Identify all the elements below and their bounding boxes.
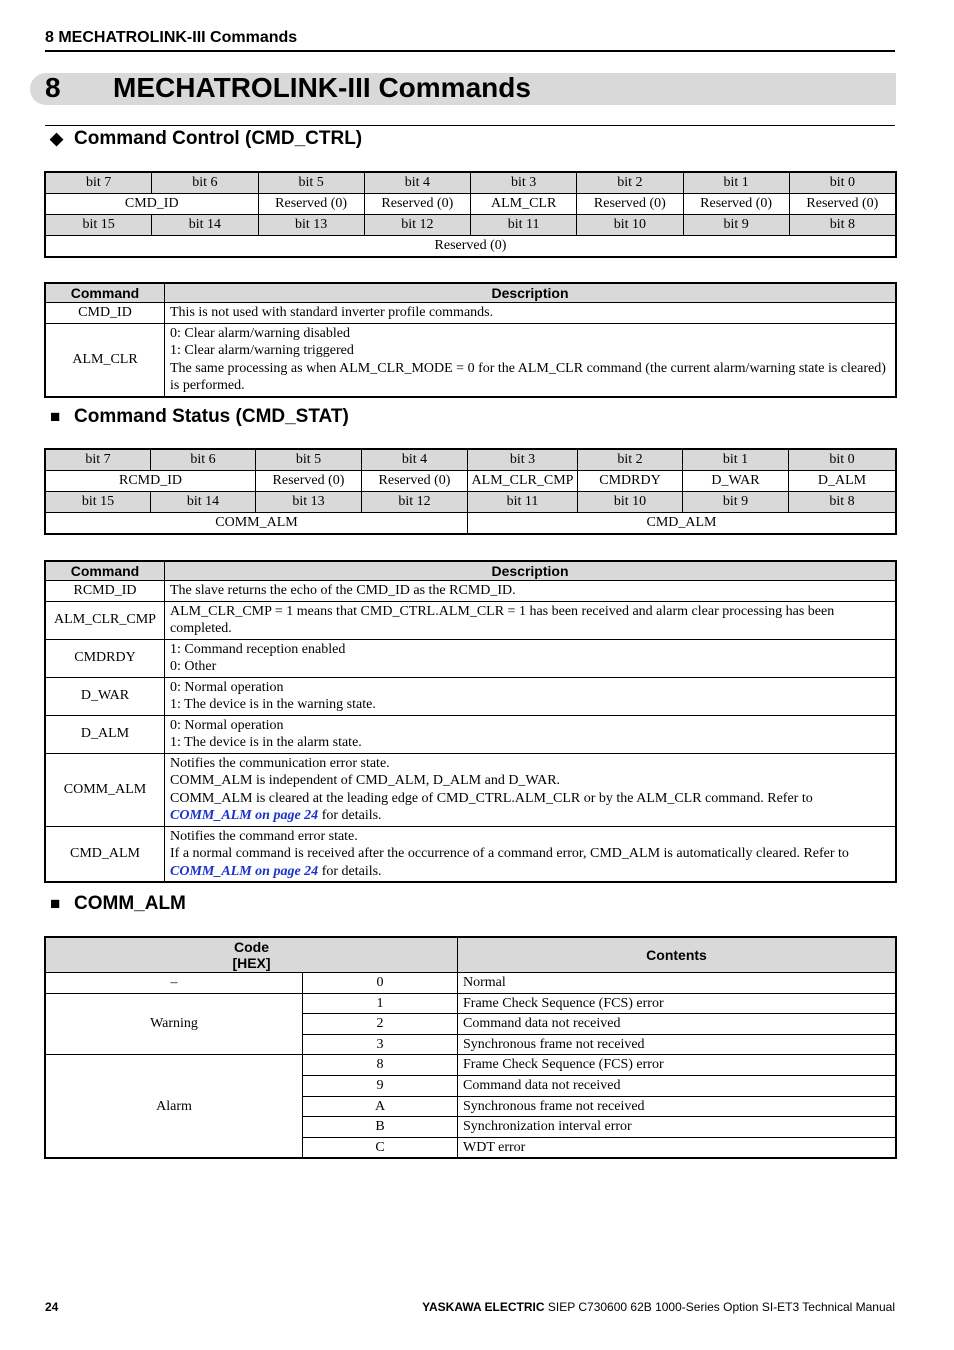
command-cell: ALM_CLR [46, 323, 165, 396]
description-cell [165, 639, 896, 677]
field-cell: Reserved (0) [577, 194, 683, 215]
bit-cell: bit 14 [152, 215, 258, 236]
diamond-bullet-icon: ◆ [50, 129, 64, 148]
code-cell: 1 [303, 993, 458, 1014]
contents-cell: Synchronous frame not received [458, 1096, 896, 1117]
running-head: 8 MECHATROLINK-III Commands [45, 29, 895, 52]
code-cell: A [303, 1096, 458, 1117]
cross-reference-link[interactable]: COMM_ALM on page 24 [170, 808, 319, 823]
bit-cell: bit 11 [471, 215, 577, 236]
bit-cell: bit 15 [46, 492, 151, 513]
code-header [46, 938, 458, 973]
command-cell: D_WAR [46, 677, 165, 715]
command-cell: COMM_ALM [46, 753, 165, 826]
bit-cell: bit 10 [578, 492, 683, 513]
command-cell: D_ALM [46, 715, 165, 753]
description-line: If a normal command is received after the occurrence of a command error, CMD_ALM is automatically cleared. Refer to [170, 846, 849, 861]
description-cell [165, 826, 896, 882]
bit-cell: bit 1 [683, 450, 789, 471]
description-cell [165, 303, 896, 324]
bit-cell: bit 3 [468, 450, 578, 471]
bit-cell: bit 6 [152, 173, 258, 194]
bit-cell: bit 8 [789, 215, 895, 236]
description-cell [165, 581, 896, 602]
contents-header: Contents [458, 938, 896, 973]
field-cell: RCMD_ID [46, 471, 256, 492]
description-line [170, 863, 890, 881]
field-cell: ALM_CLR [471, 194, 577, 215]
description-line: 1: The device is in the warning state. [170, 697, 376, 712]
description-line: This is not used with standard inverter profile commands. [170, 305, 494, 320]
code-cell: C [303, 1137, 458, 1158]
cmd-stat-description-table [45, 561, 896, 882]
column-header: Command [46, 562, 165, 581]
field-cell: CMD_ID [46, 194, 259, 215]
square-bullet-icon: ■ [50, 407, 61, 426]
code-cell: 9 [303, 1075, 458, 1096]
description-line: 1: Command reception enabled [170, 641, 346, 657]
bit-cell: bit 1 [683, 173, 789, 194]
description-line: COMM_ALM is independent of CMD_ALM, D_ALM and D_WAR. [170, 773, 561, 788]
bit-cell: bit 3 [471, 173, 577, 194]
cmd-ctrl-description-table [45, 283, 896, 397]
contents-cell: Frame Check Sequence (FCS) error [458, 1055, 896, 1076]
bit-cell: bit 4 [364, 173, 470, 194]
bit-cell: bit 13 [258, 215, 364, 236]
bit-cell: bit 14 [151, 492, 256, 513]
description-cell [165, 677, 896, 715]
description-cell [165, 323, 896, 396]
cmd-stat-bit-table [45, 449, 896, 534]
code-header-line: Code [234, 939, 269, 955]
code-cell: 8 [303, 1055, 458, 1076]
contents-cell: Command data not received [458, 1014, 896, 1035]
bit-cell: bit 6 [151, 450, 256, 471]
field-cell: Reserved (0) [789, 194, 895, 215]
description-cell [165, 753, 896, 826]
description-line: 0: Normal operation [170, 679, 284, 695]
section-title: Command Status (CMD_STAT) [74, 406, 349, 427]
field-cell: CMD_ALM [468, 513, 896, 534]
bit-cell: bit 7 [46, 173, 152, 194]
description-line: Notifies the communication error state. [170, 755, 390, 771]
contents-cell: WDT error [458, 1137, 896, 1158]
contents-cell: Command data not received [458, 1075, 896, 1096]
bit-cell: bit 2 [577, 173, 683, 194]
description-line: 0: Normal operation [170, 717, 284, 733]
cmd-ctrl-bit-table [45, 172, 896, 257]
group-cell: – [46, 973, 303, 994]
divider [45, 125, 895, 126]
description-line: 0: Other [170, 659, 217, 674]
field-cell: Reserved (0) [683, 194, 789, 215]
description-cell [165, 601, 896, 639]
footer-brand: YASKAWA ELECTRIC [422, 1300, 545, 1314]
link-suffix: for details. [318, 808, 382, 823]
field-cell: Reserved (0) [256, 471, 362, 492]
description-line: The same processing as when ALM_CLR_MODE = 0 for the ALM_CLR command (the current alarm/warning state is cleared) is performed. [170, 360, 886, 393]
contents-cell: Normal [458, 973, 896, 994]
bit-cell: bit 0 [789, 450, 896, 471]
bit-cell: bit 5 [256, 450, 362, 471]
link-suffix: for details. [318, 863, 382, 879]
bit-cell: bit 15 [46, 215, 152, 236]
footer-manual-title [422, 1300, 895, 1314]
contents-cell: Frame Check Sequence (FCS) error [458, 993, 896, 1014]
code-header-line: [HEX] [232, 955, 271, 971]
bit-cell: bit 8 [789, 492, 896, 513]
code-cell: B [303, 1117, 458, 1138]
field-cell: Reserved (0) [258, 194, 364, 215]
column-header: Command [46, 284, 165, 303]
field-cell: D_ALM [789, 471, 896, 492]
field-cell: Reserved (0) [46, 236, 896, 257]
bit-cell: bit 13 [256, 492, 362, 513]
bit-cell: bit 7 [46, 450, 151, 471]
contents-cell: Synchronous frame not received [458, 1034, 896, 1055]
command-cell: CMD_ALM [46, 826, 165, 882]
description-line [170, 807, 890, 825]
description-line: 1: The device is in the alarm state. [170, 735, 362, 750]
section-heading-comm-alm [50, 893, 186, 915]
field-cell: Reserved (0) [362, 471, 468, 492]
chapter-number: 8 [45, 72, 61, 103]
section-title: Command Control (CMD_CTRL) [74, 128, 363, 149]
command-cell: CMDRDY [46, 639, 165, 677]
bit-cell: bit 0 [789, 173, 895, 194]
field-cell: ALM_CLR_CMP [468, 471, 578, 492]
section-heading-cmd-stat [50, 406, 349, 428]
bit-cell: bit 12 [362, 492, 468, 513]
bit-cell: bit 9 [683, 215, 789, 236]
column-header: Description [165, 562, 896, 581]
bit-cell: bit 9 [683, 492, 789, 513]
field-cell: COMM_ALM [46, 513, 468, 534]
description-line: Notifies the command error state. [170, 828, 358, 844]
bit-cell: bit 10 [577, 215, 683, 236]
description-cell [165, 715, 896, 753]
footer-manual: SIEP C730600 62B 1000-Series Option SI-ET3 Technical Manual [544, 1300, 895, 1314]
contents-cell: Synchronization interval error [458, 1117, 896, 1138]
bit-cell: bit 12 [364, 215, 470, 236]
square-bullet-icon: ■ [50, 894, 61, 913]
column-header: Description [165, 284, 896, 303]
group-cell: Warning [46, 993, 303, 1055]
command-cell: ALM_CLR_CMP [46, 601, 165, 639]
bit-cell: bit 11 [468, 492, 578, 513]
bit-cell: bit 5 [258, 173, 364, 194]
description-line: COMM_ALM is cleared at the leading edge of CMD_CTRL.ALM_CLR or by the ALM_CLR command. Refer to [170, 790, 813, 806]
page-number: 24 [45, 1300, 59, 1314]
chapter-title: MECHATROLINK-III Commands [113, 72, 531, 103]
description-line: 0: Clear alarm/warning disabled [170, 325, 350, 341]
code-cell: 3 [303, 1034, 458, 1055]
code-cell: 0 [303, 973, 458, 994]
field-cell: Reserved (0) [364, 194, 470, 215]
code-cell: 2 [303, 1014, 458, 1035]
description-line: ALM_CLR_CMP = 1 means that CMD_CTRL.ALM_CLR = 1 has been received and alarm clear processing has been completed. [170, 603, 835, 636]
comm-alm-code-table [45, 937, 896, 1158]
section-title: COMM_ALM [74, 893, 186, 914]
bit-cell: bit 2 [578, 450, 683, 471]
field-cell: CMDRDY [578, 471, 683, 492]
command-cell: RCMD_ID [46, 581, 165, 602]
bit-cell: bit 4 [362, 450, 468, 471]
command-cell: CMD_ID [46, 303, 165, 324]
section-heading-cmd-ctrl [50, 128, 362, 150]
field-cell: D_WAR [683, 471, 789, 492]
description-line: The slave returns the echo of the CMD_ID as the RCMD_ID. [170, 583, 516, 598]
cross-reference-link[interactable]: COMM_ALM on page 24 [170, 863, 319, 879]
description-line: 1: Clear alarm/warning triggered [170, 343, 354, 358]
group-cell: Alarm [46, 1055, 303, 1158]
